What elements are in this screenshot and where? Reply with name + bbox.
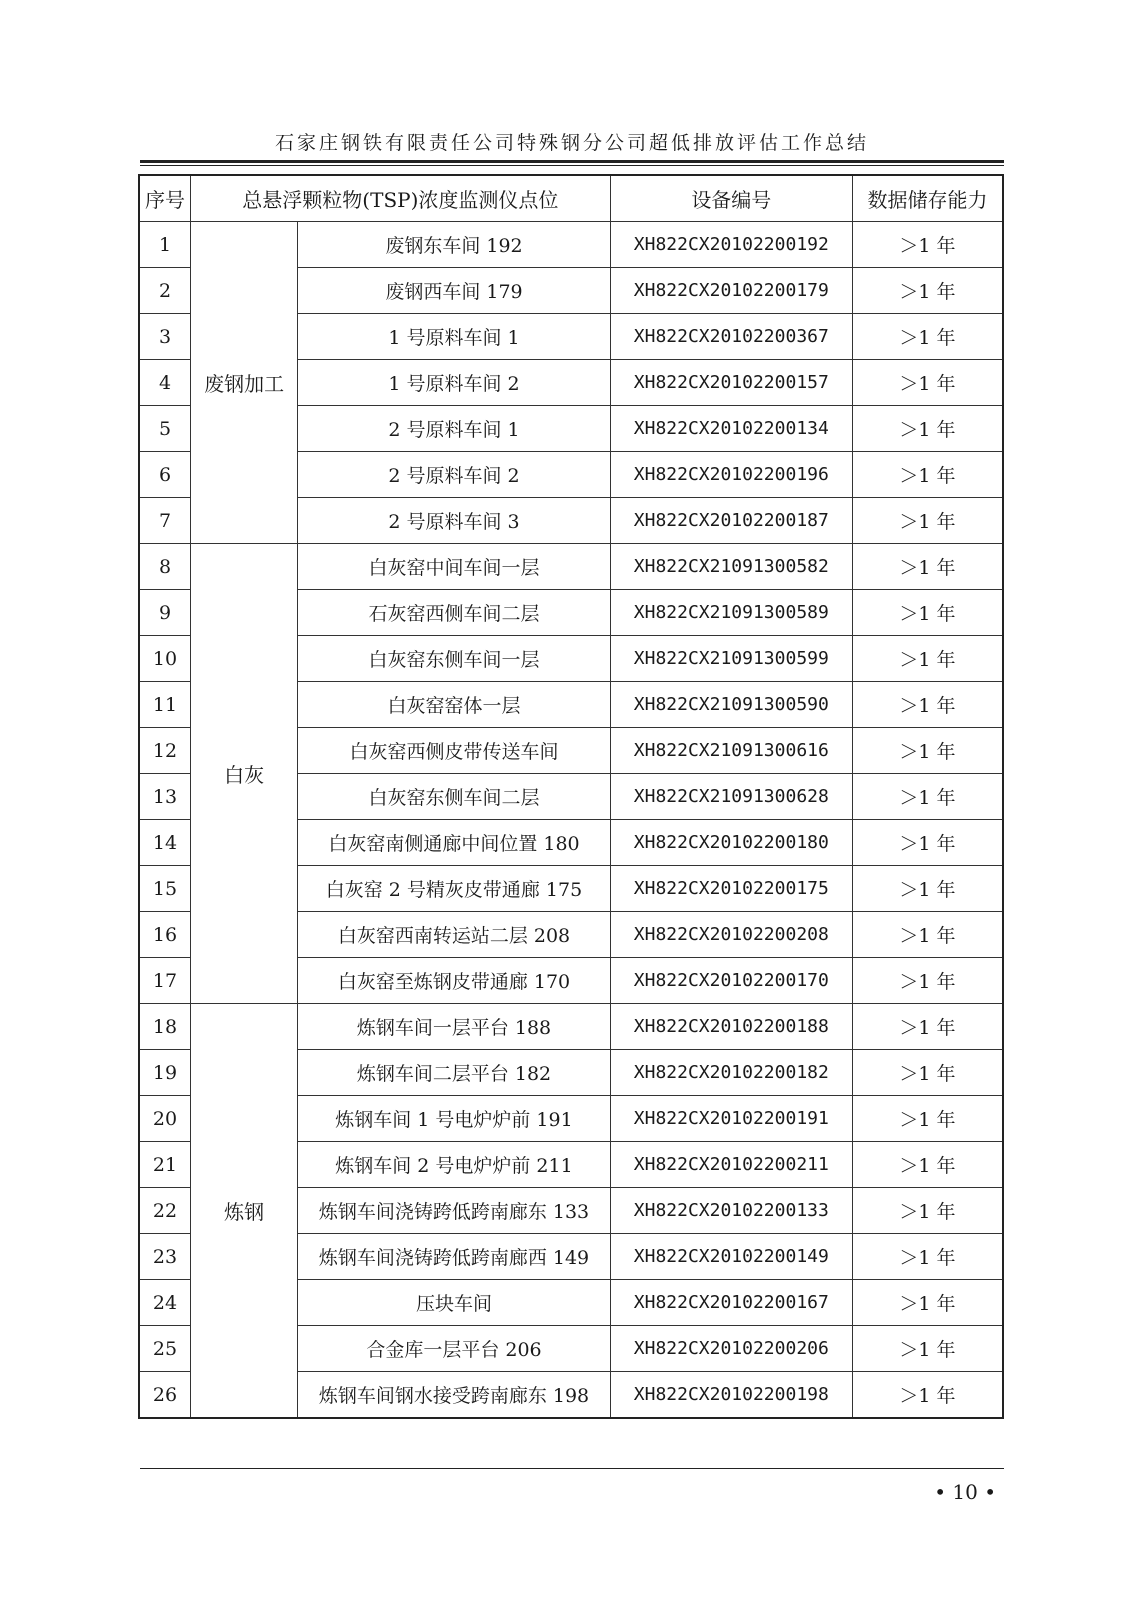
category-cell: 炼钢 bbox=[191, 1004, 298, 1419]
row-index: 7 bbox=[139, 498, 191, 544]
row-location: 白灰窑至炼钢皮带通廊 170 bbox=[298, 958, 610, 1004]
row-location: 废钢西车间 179 bbox=[298, 268, 610, 314]
header-index: 序号 bbox=[139, 175, 191, 222]
row-device-id: XH822CX20102200134 bbox=[610, 406, 852, 452]
row-storage: ＞1 年 bbox=[852, 1050, 1003, 1096]
row-index: 24 bbox=[139, 1280, 191, 1326]
row-storage: ＞1 年 bbox=[852, 958, 1003, 1004]
monitoring-table bbox=[138, 174, 1004, 1419]
category-cell: 废钢加工 bbox=[191, 222, 298, 544]
row-index: 11 bbox=[139, 682, 191, 728]
row-location: 白灰窑东侧车间二层 bbox=[298, 774, 610, 820]
row-storage: ＞1 年 bbox=[852, 1004, 1003, 1050]
footer-rule bbox=[140, 1468, 1004, 1469]
row-device-id: XH822CX20102200182 bbox=[610, 1050, 852, 1096]
table-body bbox=[139, 222, 1003, 1419]
category-cell: 白灰 bbox=[191, 544, 298, 1004]
row-device-id: XH822CX20102200180 bbox=[610, 820, 852, 866]
row-location: 炼钢车间 2 号电炉炉前 211 bbox=[298, 1142, 610, 1188]
row-location: 2 号原料车间 1 bbox=[298, 406, 610, 452]
row-storage: ＞1 年 bbox=[852, 728, 1003, 774]
row-index: 14 bbox=[139, 820, 191, 866]
row-location: 白灰窑 2 号精灰皮带通廊 175 bbox=[298, 866, 610, 912]
row-device-id: XH822CX20102200149 bbox=[610, 1234, 852, 1280]
row-device-id: XH822CX20102200191 bbox=[610, 1096, 852, 1142]
table-row bbox=[139, 544, 1003, 590]
row-location: 1 号原料车间 1 bbox=[298, 314, 610, 360]
row-index: 2 bbox=[139, 268, 191, 314]
row-device-id: XH822CX20102200175 bbox=[610, 866, 852, 912]
row-location: 炼钢车间浇铸跨低跨南廊东 133 bbox=[298, 1188, 610, 1234]
row-storage: ＞1 年 bbox=[852, 774, 1003, 820]
row-storage: ＞1 年 bbox=[852, 1234, 1003, 1280]
row-device-id: XH822CX21091300582 bbox=[610, 544, 852, 590]
row-index: 17 bbox=[139, 958, 191, 1004]
table-row bbox=[139, 222, 1003, 268]
row-device-id: XH822CX20102200211 bbox=[610, 1142, 852, 1188]
row-storage: ＞1 年 bbox=[852, 912, 1003, 958]
row-device-id: XH822CX20102200188 bbox=[610, 1004, 852, 1050]
page-number: • 10 • bbox=[934, 1480, 996, 1504]
row-location: 炼钢车间钢水接受跨南廊东 198 bbox=[298, 1372, 610, 1419]
row-location: 炼钢车间 1 号电炉炉前 191 bbox=[298, 1096, 610, 1142]
header-storage: 数据储存能力 bbox=[852, 175, 1003, 222]
row-device-id: XH822CX21091300599 bbox=[610, 636, 852, 682]
row-index: 26 bbox=[139, 1372, 191, 1419]
row-storage: ＞1 年 bbox=[852, 314, 1003, 360]
row-device-id: XH822CX21091300628 bbox=[610, 774, 852, 820]
row-storage: ＞1 年 bbox=[852, 498, 1003, 544]
row-location: 白灰窑南侧通廊中间位置 180 bbox=[298, 820, 610, 866]
row-location: 白灰窑东侧车间一层 bbox=[298, 636, 610, 682]
row-storage: ＞1 年 bbox=[852, 682, 1003, 728]
row-index: 19 bbox=[139, 1050, 191, 1096]
row-index: 1 bbox=[139, 222, 191, 268]
row-index: 6 bbox=[139, 452, 191, 498]
row-index: 3 bbox=[139, 314, 191, 360]
row-location: 2 号原料车间 3 bbox=[298, 498, 610, 544]
row-device-id: XH822CX20102200157 bbox=[610, 360, 852, 406]
row-index: 23 bbox=[139, 1234, 191, 1280]
row-index: 9 bbox=[139, 590, 191, 636]
row-location: 炼钢车间一层平台 188 bbox=[298, 1004, 610, 1050]
row-index: 20 bbox=[139, 1096, 191, 1142]
row-storage: ＞1 年 bbox=[852, 636, 1003, 682]
row-device-id: XH822CX20102200167 bbox=[610, 1280, 852, 1326]
table-row bbox=[139, 1004, 1003, 1050]
row-location: 白灰窑窑体一层 bbox=[298, 682, 610, 728]
row-device-id: XH822CX20102200170 bbox=[610, 958, 852, 1004]
row-device-id: XH822CX20102200187 bbox=[610, 498, 852, 544]
row-location: 1 号原料车间 2 bbox=[298, 360, 610, 406]
row-storage: ＞1 年 bbox=[852, 222, 1003, 268]
row-storage: ＞1 年 bbox=[852, 1326, 1003, 1372]
row-location: 2 号原料车间 2 bbox=[298, 452, 610, 498]
row-location: 炼钢车间浇铸跨低跨南廊西 149 bbox=[298, 1234, 610, 1280]
header-rule-thin bbox=[140, 165, 1004, 166]
row-storage: ＞1 年 bbox=[852, 544, 1003, 590]
row-index: 15 bbox=[139, 866, 191, 912]
row-storage: ＞1 年 bbox=[852, 1096, 1003, 1142]
row-location: 合金库一层平台 206 bbox=[298, 1326, 610, 1372]
row-storage: ＞1 年 bbox=[852, 590, 1003, 636]
table-header-row bbox=[139, 175, 1003, 222]
row-device-id: XH822CX20102200198 bbox=[610, 1372, 852, 1419]
row-location: 白灰窑中间车间一层 bbox=[298, 544, 610, 590]
row-index: 13 bbox=[139, 774, 191, 820]
row-location: 压块车间 bbox=[298, 1280, 610, 1326]
row-storage: ＞1 年 bbox=[852, 820, 1003, 866]
header-rule-thick bbox=[140, 160, 1004, 163]
row-index: 4 bbox=[139, 360, 191, 406]
row-device-id: XH822CX21091300616 bbox=[610, 728, 852, 774]
row-index: 22 bbox=[139, 1188, 191, 1234]
header-device: 设备编号 bbox=[610, 175, 852, 222]
row-location: 废钢东车间 192 bbox=[298, 222, 610, 268]
row-storage: ＞1 年 bbox=[852, 1188, 1003, 1234]
row-location: 白灰窑西南转运站二层 208 bbox=[298, 912, 610, 958]
row-location: 炼钢车间二层平台 182 bbox=[298, 1050, 610, 1096]
row-storage: ＞1 年 bbox=[852, 1372, 1003, 1419]
row-storage: ＞1 年 bbox=[852, 268, 1003, 314]
row-device-id: XH822CX20102200179 bbox=[610, 268, 852, 314]
row-index: 21 bbox=[139, 1142, 191, 1188]
row-device-id: XH822CX21091300589 bbox=[610, 590, 852, 636]
row-location: 白灰窑西侧皮带传送车间 bbox=[298, 728, 610, 774]
row-device-id: XH822CX20102200133 bbox=[610, 1188, 852, 1234]
row-index: 25 bbox=[139, 1326, 191, 1372]
row-index: 8 bbox=[139, 544, 191, 590]
row-device-id: XH822CX20102200196 bbox=[610, 452, 852, 498]
header-point: 总悬浮颗粒物(TSP)浓度监测仪点位 bbox=[191, 175, 611, 222]
row-index: 5 bbox=[139, 406, 191, 452]
row-storage: ＞1 年 bbox=[852, 360, 1003, 406]
row-storage: ＞1 年 bbox=[852, 1142, 1003, 1188]
row-storage: ＞1 年 bbox=[852, 866, 1003, 912]
row-device-id: XH822CX21091300590 bbox=[610, 682, 852, 728]
row-device-id: XH822CX20102200192 bbox=[610, 222, 852, 268]
row-device-id: XH822CX20102200206 bbox=[610, 1326, 852, 1372]
row-index: 10 bbox=[139, 636, 191, 682]
row-location: 石灰窑西侧车间二层 bbox=[298, 590, 610, 636]
row-device-id: XH822CX20102200208 bbox=[610, 912, 852, 958]
row-index: 12 bbox=[139, 728, 191, 774]
row-device-id: XH822CX20102200367 bbox=[610, 314, 852, 360]
row-index: 16 bbox=[139, 912, 191, 958]
row-storage: ＞1 年 bbox=[852, 406, 1003, 452]
row-storage: ＞1 年 bbox=[852, 1280, 1003, 1326]
row-storage: ＞1 年 bbox=[852, 452, 1003, 498]
page-header-title: 石家庄钢铁有限责任公司特殊钢分公司超低排放评估工作总结 bbox=[274, 132, 869, 154]
row-index: 18 bbox=[139, 1004, 191, 1050]
